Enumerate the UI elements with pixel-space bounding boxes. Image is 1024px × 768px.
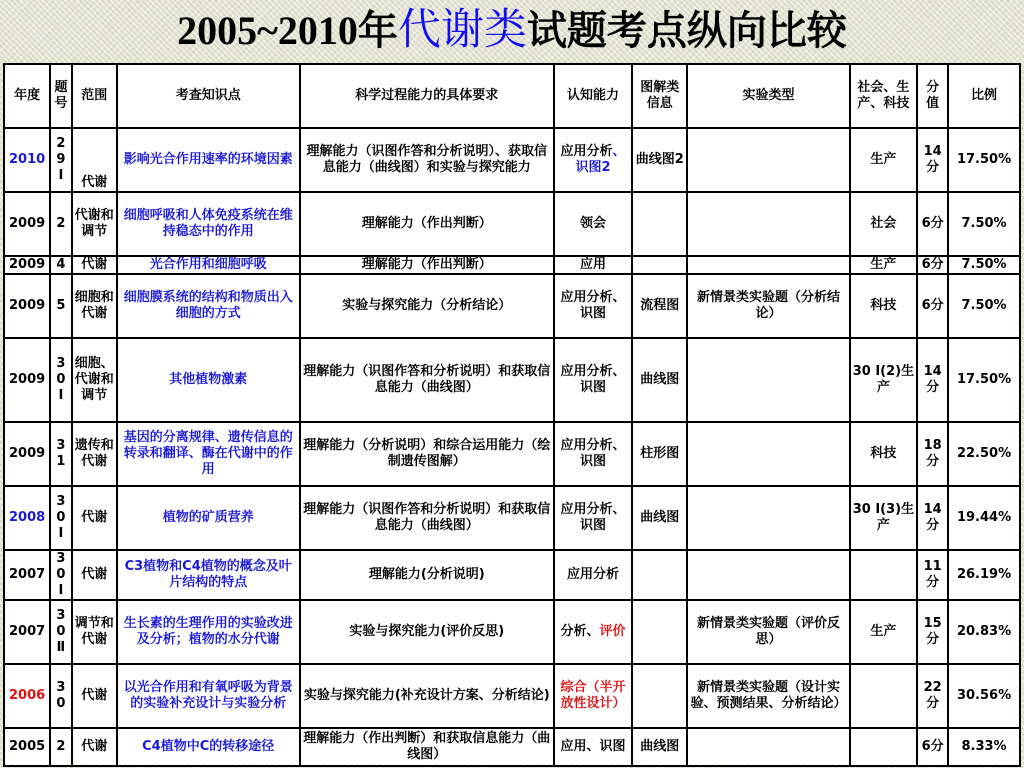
cell-society: 生产 bbox=[850, 600, 918, 664]
table-row bbox=[4, 600, 1020, 664]
cognition-text: 应用分析 bbox=[567, 567, 620, 582]
page-title bbox=[0, 4, 1024, 58]
cell-score: 15分 bbox=[917, 600, 948, 664]
cell-ratio: 26.19% bbox=[948, 550, 1020, 600]
cell-cognition bbox=[554, 422, 632, 486]
cell-scope: 细胞和代谢 bbox=[72, 274, 117, 338]
cell-year: 2009 bbox=[4, 338, 50, 422]
cell-score: 6分 bbox=[917, 256, 948, 274]
cell-year: 2007 bbox=[4, 600, 50, 664]
cell-year: 2009 bbox=[4, 192, 50, 256]
cell-ratio: 7.50% bbox=[948, 274, 1020, 338]
cell-experiment bbox=[687, 422, 849, 486]
cognition-text: 应用分析、识图 bbox=[560, 364, 626, 395]
cell-ratio: 19.44% bbox=[948, 486, 1020, 550]
table-row bbox=[4, 728, 1020, 766]
cell-graph: 流程图 bbox=[632, 274, 687, 338]
cell-ability: 理解能力（识图作答和分析说明）和获取信息能力（曲线图） bbox=[300, 338, 555, 422]
header-num: 题号 bbox=[50, 64, 72, 128]
cell-cognition bbox=[554, 664, 632, 728]
header-row bbox=[4, 64, 1020, 128]
cell-ratio: 7.50% bbox=[948, 192, 1020, 256]
cell-num: 30 bbox=[50, 664, 72, 728]
cell-scope: 代谢 bbox=[72, 664, 117, 728]
cognition-text: 应用 bbox=[580, 257, 607, 272]
cell-graph bbox=[632, 600, 687, 664]
comparison-table bbox=[3, 63, 1021, 767]
table-row bbox=[4, 128, 1020, 192]
cell-topic: 细胞呼吸和人体免疫系统在维持稳态中的作用 bbox=[117, 192, 300, 256]
table-row bbox=[4, 486, 1020, 550]
cell-cognition bbox=[554, 486, 632, 550]
cell-graph bbox=[632, 256, 687, 274]
cell-society: 科技 bbox=[850, 274, 918, 338]
cell-score: 22分 bbox=[917, 664, 948, 728]
header-topic: 考查知识点 bbox=[117, 64, 300, 128]
cell-year: 2007 bbox=[4, 550, 50, 600]
cell-ratio: 17.50% bbox=[948, 128, 1020, 192]
cell-experiment bbox=[687, 256, 849, 274]
cell-graph bbox=[632, 550, 687, 600]
cognition-text: 应用分析、识图 bbox=[560, 290, 626, 321]
cell-experiment bbox=[687, 550, 849, 600]
cell-topic: 细胞膜系统的结构和物质出入细胞的方式 bbox=[117, 274, 300, 338]
cell-graph bbox=[632, 192, 687, 256]
cell-society: 30 Ⅰ(3)生产 bbox=[850, 486, 918, 550]
cell-experiment bbox=[687, 486, 849, 550]
table-row bbox=[4, 256, 1020, 274]
cell-scope: 代谢 bbox=[72, 728, 117, 766]
cell-scope: 遗传和代谢 bbox=[72, 422, 117, 486]
cell-ratio: 17.50% bbox=[948, 338, 1020, 422]
cognition-text: 应用分析、识图 bbox=[560, 502, 626, 533]
cell-graph: 曲线图2 bbox=[632, 128, 687, 192]
header-scope: 范围 bbox=[72, 64, 117, 128]
cell-num: 30 Ⅰ bbox=[50, 338, 72, 422]
cell-society: 社会 bbox=[850, 192, 918, 256]
cell-score: 11分 bbox=[917, 550, 948, 600]
cell-num: 30 Ⅰ bbox=[50, 550, 72, 600]
cognition-text: 分析、 bbox=[560, 624, 600, 639]
header-society: 社会、生产、科技 bbox=[850, 64, 918, 128]
cell-num: 4 bbox=[50, 256, 72, 274]
cell-score: 6分 bbox=[917, 728, 948, 766]
cell-ability: 理解能力（作出判断） bbox=[300, 192, 555, 256]
cell-year: 2009 bbox=[4, 422, 50, 486]
cell-topic: 生长素的生理作用的实验改进及分析；植物的水分代谢 bbox=[117, 600, 300, 664]
cell-society: 生产 bbox=[850, 256, 918, 274]
table-row bbox=[4, 422, 1020, 486]
cell-cognition bbox=[554, 274, 632, 338]
cell-topic: 以光合作用和有氧呼吸为背景的实验补充设计与实验分析 bbox=[117, 664, 300, 728]
title-prefix: 2005~2010年 bbox=[177, 8, 398, 53]
cell-topic: 基因的分离规律、遗传信息的转录和翻译、酶在代谢中的作用 bbox=[117, 422, 300, 486]
cognition-highlight: 评价 bbox=[599, 624, 626, 639]
cell-year: 2009 bbox=[4, 256, 50, 274]
cell-topic: 植物的矿质营养 bbox=[117, 486, 300, 550]
title-highlight: 代谢类 bbox=[397, 7, 527, 54]
cell-graph: 曲线图 bbox=[632, 728, 687, 766]
cell-topic: 光合作用和细胞呼吸 bbox=[117, 256, 300, 274]
cell-ability: 理解能力（作出判断） bbox=[300, 256, 555, 274]
title-suffix: 试题考点纵向比较 bbox=[526, 8, 847, 53]
cell-cognition bbox=[554, 728, 632, 766]
table-row bbox=[4, 338, 1020, 422]
cell-society: 科技 bbox=[850, 422, 918, 486]
cell-scope: 代谢 bbox=[72, 128, 117, 192]
cell-ratio: 22.50% bbox=[948, 422, 1020, 486]
cell-num: 30 Ⅰ bbox=[50, 486, 72, 550]
cell-scope: 细胞、代谢和调节 bbox=[72, 338, 117, 422]
cell-graph: 曲线图 bbox=[632, 338, 687, 422]
header-ability: 科学过程能力的具体要求 bbox=[300, 64, 555, 128]
cognition-text: 应用、识图 bbox=[560, 739, 626, 754]
cell-topic: 影响光合作用速率的环境因素 bbox=[117, 128, 300, 192]
cell-topic: 其他植物激素 bbox=[117, 338, 300, 422]
cell-year: 2008 bbox=[4, 486, 50, 550]
header-cognition: 认知能力 bbox=[554, 64, 632, 128]
cell-scope: 代谢 bbox=[72, 550, 117, 600]
cell-scope: 代谢 bbox=[72, 256, 117, 274]
cell-graph: 柱形图 bbox=[632, 422, 687, 486]
cognition-text: 领会 bbox=[580, 216, 607, 231]
cell-society bbox=[850, 664, 918, 728]
cell-topic: C3植物和C4植物的概念及叶片结构的特点 bbox=[117, 550, 300, 600]
header-graph: 图解类信息 bbox=[632, 64, 687, 128]
header-score: 分值 bbox=[917, 64, 948, 128]
cell-society bbox=[850, 550, 918, 600]
cell-score: 14分 bbox=[917, 486, 948, 550]
cognition-highlight: 综合（半开放性设计） bbox=[560, 680, 626, 711]
table-row bbox=[4, 192, 1020, 256]
table-row bbox=[4, 550, 1020, 600]
cell-graph: 曲线图 bbox=[632, 486, 687, 550]
cell-scope: 代谢和调节 bbox=[72, 192, 117, 256]
header-experiment: 实验类型 bbox=[687, 64, 849, 128]
cell-ratio: 30.56% bbox=[948, 664, 1020, 728]
cognition-text: 应用分析、识图 bbox=[560, 438, 626, 469]
cell-experiment bbox=[687, 128, 849, 192]
cell-cognition bbox=[554, 550, 632, 600]
cell-society: 生产 bbox=[850, 128, 918, 192]
cell-cognition bbox=[554, 600, 632, 664]
cell-ability: 实验与探究能力（分析结论） bbox=[300, 274, 555, 338]
cell-year: 2009 bbox=[4, 274, 50, 338]
cell-year: 2006 bbox=[4, 664, 50, 728]
cell-society bbox=[850, 728, 918, 766]
cell-ability: 理解能力（作出判断）和获取信息能力（曲线图） bbox=[300, 728, 555, 766]
header-ratio: 比例 bbox=[948, 64, 1020, 128]
cell-num: 5 bbox=[50, 274, 72, 338]
cell-num: 2 bbox=[50, 192, 72, 256]
cell-cognition bbox=[554, 256, 632, 274]
cell-scope: 调节和代谢 bbox=[72, 600, 117, 664]
cell-experiment: 新情景类实验题（分析结论） bbox=[687, 274, 849, 338]
cell-ability: 实验与探究能力(评价反思) bbox=[300, 600, 555, 664]
cell-score: 6分 bbox=[917, 192, 948, 256]
cell-ability: 理解能力(分析说明) bbox=[300, 550, 555, 600]
cell-ability: 理解能力（识图作答和分析说明）、获取信息能力（曲线图）和实验与探究能力 bbox=[300, 128, 555, 192]
cell-experiment: 新情景类实验题（评价反思） bbox=[687, 600, 849, 664]
cell-score: 14分 bbox=[917, 338, 948, 422]
cell-experiment bbox=[687, 338, 849, 422]
cell-scope: 代谢 bbox=[72, 486, 117, 550]
table-row bbox=[4, 274, 1020, 338]
cell-ratio: 7.50% bbox=[948, 256, 1020, 274]
table-row bbox=[4, 664, 1020, 728]
cognition-text: 应用分析 bbox=[560, 144, 613, 159]
cell-cognition bbox=[554, 128, 632, 192]
cell-graph bbox=[632, 664, 687, 728]
header-year: 年度 bbox=[4, 64, 50, 128]
cognition-highlight: 、识图2 bbox=[575, 144, 626, 175]
cell-ratio: 20.83% bbox=[948, 600, 1020, 664]
cell-experiment bbox=[687, 728, 849, 766]
cell-score: 18分 bbox=[917, 422, 948, 486]
cell-num: 2 bbox=[50, 728, 72, 766]
cell-experiment: 新情景类实验题（设计实验、预测结果、分析结论） bbox=[687, 664, 849, 728]
cell-year: 2010 bbox=[4, 128, 50, 192]
cell-score: 14分 bbox=[917, 128, 948, 192]
cell-ability: 理解能力（分析说明）和综合运用能力（绘制遗传图解） bbox=[300, 422, 555, 486]
cell-experiment bbox=[687, 192, 849, 256]
cell-ratio: 8.33% bbox=[948, 728, 1020, 766]
cell-ability: 理解能力（识图作答和分析说明）和获取信息能力（曲线图） bbox=[300, 486, 555, 550]
cell-num: 30 Ⅱ bbox=[50, 600, 72, 664]
cell-year: 2005 bbox=[4, 728, 50, 766]
cell-num: 29 Ⅰ bbox=[50, 128, 72, 192]
cell-society: 30 Ⅰ(2)生产 bbox=[850, 338, 918, 422]
cell-cognition bbox=[554, 192, 632, 256]
cell-cognition bbox=[554, 338, 632, 422]
cell-score: 6分 bbox=[917, 274, 948, 338]
cell-topic: C4植物中C的转移途径 bbox=[117, 728, 300, 766]
cell-num: 31 bbox=[50, 422, 72, 486]
cell-ability: 实验与探究能力(补充设计方案、分析结论) bbox=[300, 664, 555, 728]
